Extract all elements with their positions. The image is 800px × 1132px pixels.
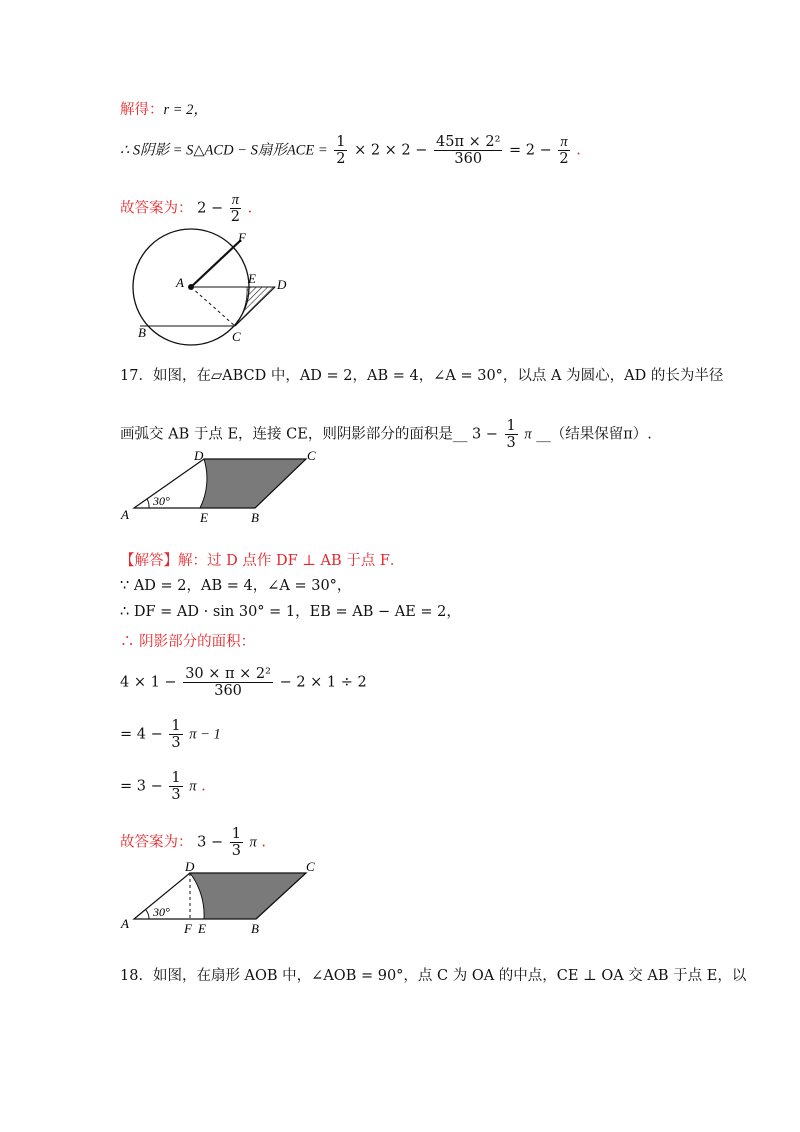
label-D: D xyxy=(185,859,195,874)
angle-label: 30° xyxy=(153,905,170,919)
label-D: D xyxy=(277,277,287,292)
label-A: A xyxy=(176,275,184,290)
area-prefix: ∴ S阴影 = S△ACD − S扇形ACE = xyxy=(120,142,328,159)
circle-figure xyxy=(120,225,300,350)
solution17-line2: ∴ DF = AD · sin 30° = 1，EB = AB − AE = 2， xyxy=(120,604,461,620)
label-E: E xyxy=(248,271,256,286)
solve-line xyxy=(120,100,208,120)
area-frac1: $\frac{1}{2}$ xyxy=(336,134,346,167)
step2-frac: $\frac{1}{3}$ xyxy=(171,718,181,751)
area-mid: × 2 × 2 − xyxy=(354,142,428,159)
label-F: F xyxy=(238,230,246,245)
label-F: F xyxy=(184,921,192,936)
area-frac2: $\frac{\text{45π × 2²}}{360}$ xyxy=(436,134,501,167)
step3-prefix: = 3 − xyxy=(120,778,163,795)
label-B: B xyxy=(251,921,259,936)
area-end: . xyxy=(576,142,581,159)
calc-prefix: 4 × 1 − xyxy=(120,674,177,691)
label-E: E xyxy=(198,921,206,936)
answer-prev-frac: $\frac{\pi}{2}$ xyxy=(230,192,240,225)
step2-prefix: = 4 − xyxy=(120,726,163,743)
label-E: E xyxy=(200,510,208,525)
label-B: B xyxy=(138,325,146,340)
solve-label: 解得： xyxy=(120,102,164,118)
problem17-line2 xyxy=(120,418,652,451)
step2-suffix: π − 1 xyxy=(189,726,221,743)
solution17-step2 xyxy=(120,718,221,751)
problem18-line1: 18．如图，在扇形 AOB 中，∠AOB = 90°，点 C 为 OA 的中点，CE ⊥ OA 交 AB 于点 E，以 xyxy=(120,968,747,984)
step3-frac: $\frac{1}{3}$ xyxy=(171,770,181,803)
label-A: A xyxy=(121,916,129,931)
label-D: D xyxy=(194,448,204,463)
answer17-frac: $\frac{1}{3}$ xyxy=(231,826,241,859)
solution17-step3 xyxy=(120,770,206,803)
label-C: C xyxy=(306,859,315,874)
solution17-line3: ∴ 阴影部分的面积： xyxy=(120,634,256,650)
label-B: B xyxy=(251,510,259,525)
answer17-suffix: π xyxy=(249,834,257,851)
area-formula-line xyxy=(120,134,581,167)
problem17-answer-suffix: π xyxy=(524,426,532,443)
step3-suffix: π xyxy=(189,778,197,795)
calc-frac: $\frac{\text{30 × π × 2²}}{360}$ xyxy=(185,666,271,699)
answer-prev-prefix: 2 − xyxy=(197,200,224,217)
problem17-line2-a: 画弧交 AB 于点 E，连接 CE，则阴影部分的面积是__ xyxy=(120,426,468,443)
problem17-line1: 17．如图，在▱ABCD 中，AD = 2，AB = 4，∠A = 30°，以点 A 为圆心，AD 的长为半径 xyxy=(120,368,724,384)
angle-label: 30° xyxy=(153,494,170,508)
answer-prev xyxy=(120,192,252,225)
solve-value: r = 2， xyxy=(163,102,208,118)
problem17-answer-frac: $\frac{1}{3}$ xyxy=(506,418,516,451)
solution17-calc xyxy=(120,666,367,699)
solution17-head: 【解答】解：过 D 点作 DF ⊥ AB 于点 F． xyxy=(120,553,405,569)
area-frac3: $\frac{\pi}{2}$ xyxy=(559,134,569,167)
problem17-line2-b: __（结果保留π）. xyxy=(536,426,652,443)
problem17-answer-prefix: 3 − xyxy=(471,426,498,443)
answer17-label: 故答案为： xyxy=(120,834,193,851)
parallelogram-figure-1 xyxy=(118,448,328,528)
solution17-line1: ∵ AD = 2，AB = 4，∠A = 30°， xyxy=(120,578,352,594)
area-eq: = 2 − xyxy=(509,142,552,159)
answer17 xyxy=(120,826,266,859)
answer17-end: . xyxy=(261,834,267,851)
answer17-prefix: 3 − xyxy=(197,834,224,851)
label-C: C xyxy=(232,329,241,344)
calc-suffix: − 2 × 1 ÷ 2 xyxy=(279,674,367,691)
label-A: A xyxy=(121,507,129,522)
label-C: C xyxy=(307,448,316,463)
answer-prev-end: . xyxy=(247,200,253,217)
parallelogram-figure-2 xyxy=(118,858,328,938)
answer-prev-label: 故答案为： xyxy=(120,200,193,217)
step3-end: . xyxy=(201,778,206,795)
